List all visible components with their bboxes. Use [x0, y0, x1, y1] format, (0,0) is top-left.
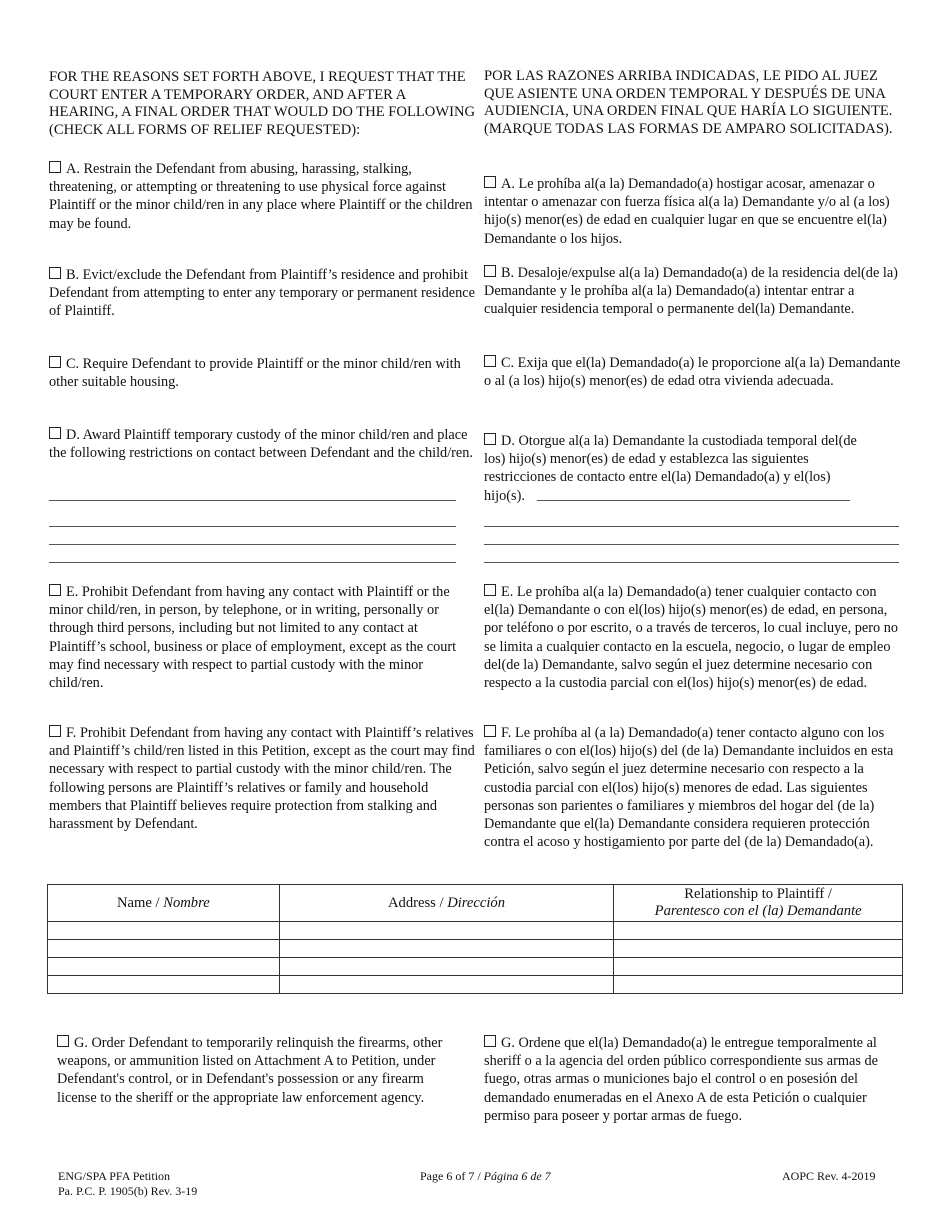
item-g-es-text: G. Ordene que el(la) Demandado(a) le entregue temporalmente al sheriff o a la agencia del orden público correspondiente sus armas de fuego, otras armas o municiones bajo el control o en posesión del demandado enumeradas en el Anexo A de esta Petición o cualquier permiso para poseer y portar armas de fuego. [484, 1035, 878, 1124]
checkbox-g-es[interactable] [484, 1035, 496, 1047]
item-a-en [49, 160, 477, 233]
col-relationship-en: Relationship to Plaintiff / [684, 886, 832, 902]
address-cell[interactable] [279, 922, 614, 940]
table-row [48, 976, 903, 994]
item-d-en [49, 426, 477, 462]
item-a-es-text: A. Le prohíba al(a la) Demandado(a) hostigar acosar, amenazar o intentar o amenazar con fuerza física al(a la) Demandante y/o al (a los) hijo(s) menor(es) de edad en cualquier lugar en que se encuentre el(la) Demandante o los hijos. [484, 176, 890, 247]
table-row [48, 922, 903, 940]
item-f-es-text: F. Le prohíba al (a la) Demandado(a) tener contacto alguno con los familiares o con el(los) hijo(s) del (de la) Demandante incluidos en esta Petición, salvo según el juez determine necesario con respecto a la custodia parcial con el(los) hijo(s) menores de edad. Las siguientes personas son parientes o familiares y miembros del hogar del (de la) Demandante que el(la) Demandante considera requieren protección contra el acoso y hostigamiento por parte del (de la) Demandado(a). [484, 725, 894, 851]
item-d-en-text: D. Award Plaintiff temporary custody of the minor child/ren and place the following restrictions on contact between Defendant and the child/ren. [49, 427, 473, 462]
checkbox-c-es[interactable] [484, 355, 496, 367]
col-address-es: Dirección [447, 894, 505, 911]
blank-line-d-en-4[interactable] [49, 562, 456, 563]
item-g-en-text: G. Order Defendant to temporarily relinquish the firearms, other weapons, or ammunition listed on Attachment A to Petition, under Defendant's control, or in Defendant's possession or any firearm license to the sheriff or the appropriate law enforcement agency. [57, 1035, 443, 1106]
item-c-en [49, 355, 477, 391]
header-english: FOR THE REASONS SET FORTH ABOVE, I REQUEST THAT THE COURT ENTER A TEMPORARY ORDER, AND AFTER A HEARING, A FINAL ORDER THAT WOULD DO THE FOLLOWING (CHECK ALL FORMS OF RELIEF REQUESTED): [49, 69, 476, 138]
item-g-en [57, 1034, 467, 1107]
item-b-es [484, 264, 902, 319]
relationship-cell[interactable] [614, 958, 903, 976]
checkbox-a-en[interactable] [49, 161, 61, 173]
table-header-row [48, 885, 903, 922]
col-relationship-es: Parentesco con el (la) Demandante [654, 903, 862, 919]
relatives-table [47, 884, 903, 994]
table-row [48, 940, 903, 958]
footer-page-en: Page 6 of 7 / [420, 1169, 484, 1183]
item-g-es [484, 1034, 882, 1125]
item-a-en-text: A. Restrain the Defendant from abusing, harassing, stalking, threatening, or attempting or threatening to use physical force against Plaintiff or the minor child/ren in any place where Plaintiff or the children may be found. [49, 161, 473, 232]
footer-rule: Pa. P.C. P. 1905(b) Rev. 3-19 [58, 1184, 198, 1198]
checkbox-e-es[interactable] [484, 584, 496, 596]
blank-line-d-en-1[interactable] [49, 500, 456, 501]
name-cell[interactable] [48, 940, 280, 958]
checkbox-b-es[interactable] [484, 265, 496, 277]
blank-line-d-es-1[interactable] [537, 500, 850, 501]
footer-page-es: Página 6 de 7 [483, 1169, 551, 1183]
blank-line-d-es-2[interactable] [484, 526, 899, 527]
name-cell[interactable] [48, 958, 280, 976]
col-address-header [279, 885, 614, 922]
relationship-cell[interactable] [614, 922, 903, 940]
footer-page-number [420, 1169, 551, 1184]
item-d-es [484, 432, 870, 505]
address-cell[interactable] [279, 976, 614, 994]
checkbox-b-en[interactable] [49, 267, 61, 279]
checkbox-d-en[interactable] [49, 427, 61, 439]
col-name-es: Nombre [163, 894, 210, 911]
item-e-es [484, 583, 902, 692]
blank-line-d-en-3[interactable] [49, 544, 456, 545]
item-c-es [484, 354, 902, 390]
col-relationship-header [614, 885, 903, 922]
blank-line-d-es-4[interactable] [484, 562, 899, 563]
checkbox-c-en[interactable] [49, 356, 61, 368]
item-d-es-text: D. Otorgue al(a la) Demandante la custodiada temporal del(de los) hijo(s) menor(es) de edad y establezca las siguientes restricciones de contacto entre el(la) Demandado(a) y el(los) hijo(s). [484, 433, 857, 504]
col-address-en: Address / [388, 894, 448, 911]
name-cell[interactable] [48, 976, 280, 994]
checkbox-e-en[interactable] [49, 584, 61, 596]
relationship-cell[interactable] [614, 940, 903, 958]
address-cell[interactable] [279, 940, 614, 958]
item-f-en-text: F. Prohibit Defendant from having any contact with Plaintiff’s relatives and Plaintiff’s child/ren listed in this Petition, except as the court may find necessary with respect to partial custody with the minor child/ren. The following persons are Plaintiff’s relatives or family and household members that Plaintiff believes require protection from stalking and harassment by Defendant. [49, 725, 475, 833]
checkbox-f-es[interactable] [484, 725, 496, 737]
item-c-es-text: C. Exija que el(la) Demandado(a) le proporcione al(a la) Demandante o al (a los) hijo(s) menor(es) de edad otra vivienda adecuada. [484, 355, 901, 390]
item-e-es-text: E. Le prohíba al(a la) Demandado(a) tener cualquier contacto con el(la) Demandante o con el(los) hijo(s) menor(es) de edad, en persona, por teléfono o por escrito, o a través de terceros, lo cual incluye, pero no se limita a cualquier contacto en la escuela, negocio, o lugar de empleo del(de la) Demandante, salvo según el juez determine necesario con respecto a la custodia parcial con el(los) hijo(s) menor(es) de edad. [484, 584, 899, 692]
footer-form-info [58, 1169, 197, 1199]
item-b-es-text: B. Desaloje/expulse al(a la) Demandado(a) de la residencia del(de la) Demandante y le prohíba al(a la) Demandado(a) intentar entrar a cualquier residencia temporal o permanente del(la) Demandante. [484, 265, 898, 318]
address-cell[interactable] [279, 958, 614, 976]
footer-form-name: ENG/SPA PFA Petition [58, 1169, 171, 1183]
item-b-en [49, 266, 477, 321]
item-a-es [484, 175, 902, 248]
footer-aopc: AOPC Rev. 4-2019 [782, 1169, 876, 1183]
item-e-en [49, 583, 477, 692]
blank-line-d-es-3[interactable] [484, 544, 899, 545]
checkbox-a-es[interactable] [484, 176, 496, 188]
item-f-en [49, 724, 477, 833]
header-spanish: POR LAS RAZONES ARRIBA INDICADAS, LE PIDO AL JUEZ QUE ASIENTE UNA ORDEN TEMPORAL Y DESPUÉS DE UNA AUDIENCIA, UNA ORDEN FINAL QUE HARÍA LO SIGUIENTE. (MARQUE TODAS LAS FORMAS DE AMPARO SOLICITADAS). [484, 68, 893, 137]
item-c-en-text: C. Require Defendant to provide Plaintiff or the minor child/ren with other suitable housing. [49, 356, 461, 391]
col-name-en: Name / [117, 894, 164, 911]
item-f-es [484, 724, 902, 851]
col-name-header [48, 885, 280, 922]
checkbox-d-es[interactable] [484, 433, 496, 445]
item-e-en-text: E. Prohibit Defendant from having any contact with Plaintiff or the minor child/ren, in person, by telephone, or in writing, personally or through third persons, including but not limited to any contact at Plaintiff’s school, business or place of employment, except as the court may find necessary with respect to partial custody with the minor child/ren. [49, 584, 457, 692]
name-cell[interactable] [48, 922, 280, 940]
blank-line-d-en-2[interactable] [49, 526, 456, 527]
table-row [48, 958, 903, 976]
item-b-en-text: B. Evict/exclude the Defendant from Plaintiff’s residence and prohibit Defendant from attempting to enter any temporary or permanent residence of Plaintiff. [49, 267, 475, 320]
checkbox-g-en[interactable] [57, 1035, 69, 1047]
checkbox-f-en[interactable] [49, 725, 61, 737]
relationship-cell[interactable] [614, 976, 903, 994]
